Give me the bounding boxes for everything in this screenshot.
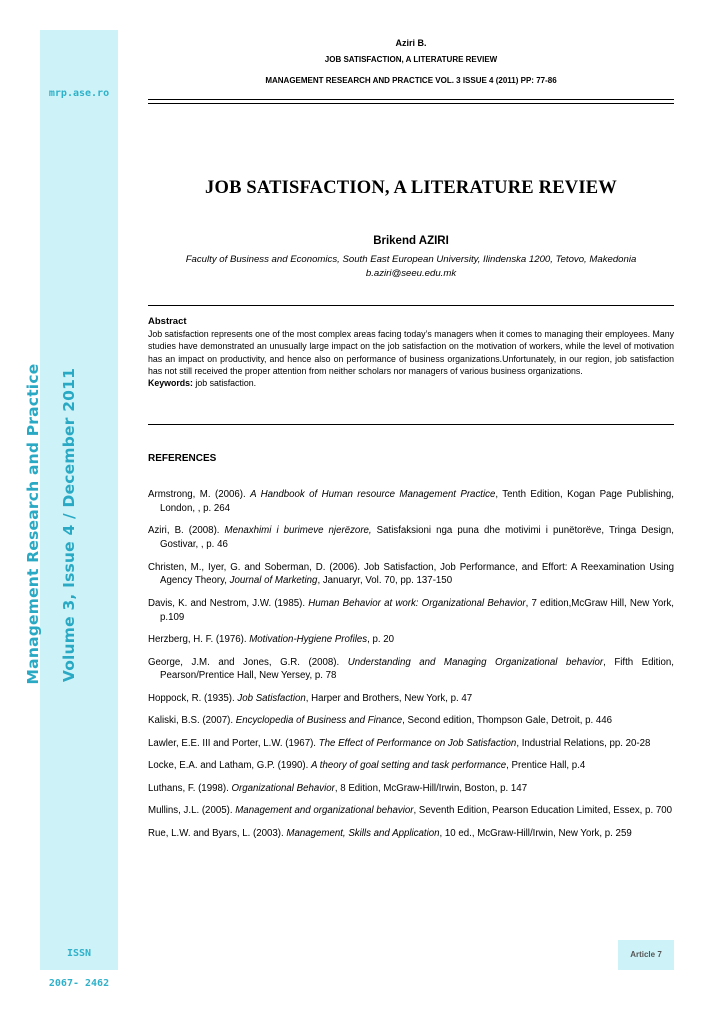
paper-author: Brikend AZIRI (373, 235, 449, 247)
journal-website: mrp.ase.ro (48, 88, 110, 99)
keywords-line (148, 377, 674, 389)
keywords-label: Keywords: (148, 378, 193, 389)
reference-item: Kaliski, B.S. (2007). Encyclopedia of Business and Finance, Second edition, Thompson Gale, Detroit, p. 446 (148, 715, 613, 727)
article-number: Article 7 (630, 950, 662, 959)
reference-item: Herzberg, H. F. (1976). Motivation-Hygiene Profiles, p. 20 (148, 634, 395, 646)
references-heading: REFERENCES (148, 453, 217, 464)
article-number-badge (618, 940, 674, 970)
reference-item: George, J.M. and Jones, G.R. (2008). Understanding and Managing Organizational behavior, Fifth Edition, Pearson/Prentice Hall, New Yersey, p. 78 (148, 656, 674, 682)
reference-item: Armstrong, M. (2006). A Handbook of Human resource Management Practice, Tenth Edition, Kogan Page Publishing, London, , p. 264 (148, 489, 674, 514)
reference-item: Lawler, E.E. III and Porter, L.W. (1967). The Effect of Performance on Job Satisfaction, Industrial Relations, pp. 20-28 (148, 737, 651, 749)
header-rule (148, 103, 674, 104)
header-rule (148, 99, 674, 100)
references-list (148, 488, 674, 849)
abstract-section (148, 316, 674, 389)
author-affiliation: Faculty of Business and Economics, South East European University, Ilindenska 1200, Tetovo, Makedonia (185, 254, 637, 265)
keywords-text: job satisfaction. (192, 378, 257, 389)
abstract-label: Abstract (148, 316, 187, 327)
reference-item: Luthans, F. (1998). Organizational Behavior, 8 Edition, McGraw-Hill/Irwin, Boston, p. 147 (148, 782, 528, 794)
reference-item: Locke, E.A. and Latham, G.P. (1990). A theory of goal setting and task performance, Prentice Hall, p.4 (148, 760, 586, 772)
reference-item: Hoppock, R. (1935). Job Satisfaction, Harper and Brothers, New York, p. 47 (148, 692, 473, 704)
journal-name-vertical: Management Research and Practice (24, 363, 42, 685)
author-email: b.aziri@seeu.edu.mk (365, 268, 457, 279)
reference-item: Rue, L.W. and Byars, L. (2003). Management, Skills and Application, 10 ed., McGraw-Hill/Irwin, New York, p. 259 (148, 827, 632, 839)
reference-item: Mullins, J.L. (2005). Management and organizational behavior, Seventh Edition, Pearson Education Limited, Essex, p. 700 (148, 805, 672, 817)
volume-issue-vertical: Volume 3, Issue 4 / December 2011 (60, 367, 78, 683)
running-header-author: Aziri B. (395, 38, 427, 48)
issn-number: 2067- 2462 (48, 978, 110, 989)
issn-label: ISSN (66, 948, 92, 959)
reference-item: Davis, K. and Nestrom, J.W. (1985). Human Behavior at work: Organizational Behavior, 7 edition,McGraw Hill, New York, p.109 (148, 597, 674, 623)
abstract-bottom-rule (148, 424, 674, 425)
reference-item: Christen, M., Iyer, G. and Soberman, D. (2006). Job Satisfaction, Job Performance, and Effort: A Reexamination Using Agency Theory, Journal of Marketing, Januaryr, Vol. 70, pp. 137-150 (148, 561, 674, 587)
journal-sidebar (24, 30, 118, 989)
reference-item: Aziri, B. (2008). Menaxhimi i burimeve njerëzore, Satisfaksioni nga puna dhe motivimi i punëtorëve, Tringa Design, Gostivar, , p. 46 (148, 525, 674, 551)
abstract-top-rule (148, 305, 674, 306)
running-header-title: JOB SATISFACTION, A LITERATURE REVIEW (324, 55, 498, 64)
running-header-journal: MANAGEMENT RESEARCH AND PRACTICE VOL. 3 ISSUE 4 (2011) PP: 77-86 (265, 76, 557, 85)
paper-title: JOB SATISFACTION, A LITERATURE REVIEW (205, 178, 617, 198)
abstract-text: Job satisfaction represents one of the most complex areas facing today’s managers when it comes to managing their employees. Many studies have demonstrated an unusually large impact on the job satisfaction on the motivation of workers, while the level of motivation has an impact on productivity, and hence also on performance of business organizations.Unfortunately, in our region, job satisfaction has not still received the proper attention from neither scholars nor managers of various business organizations. (148, 329, 674, 376)
